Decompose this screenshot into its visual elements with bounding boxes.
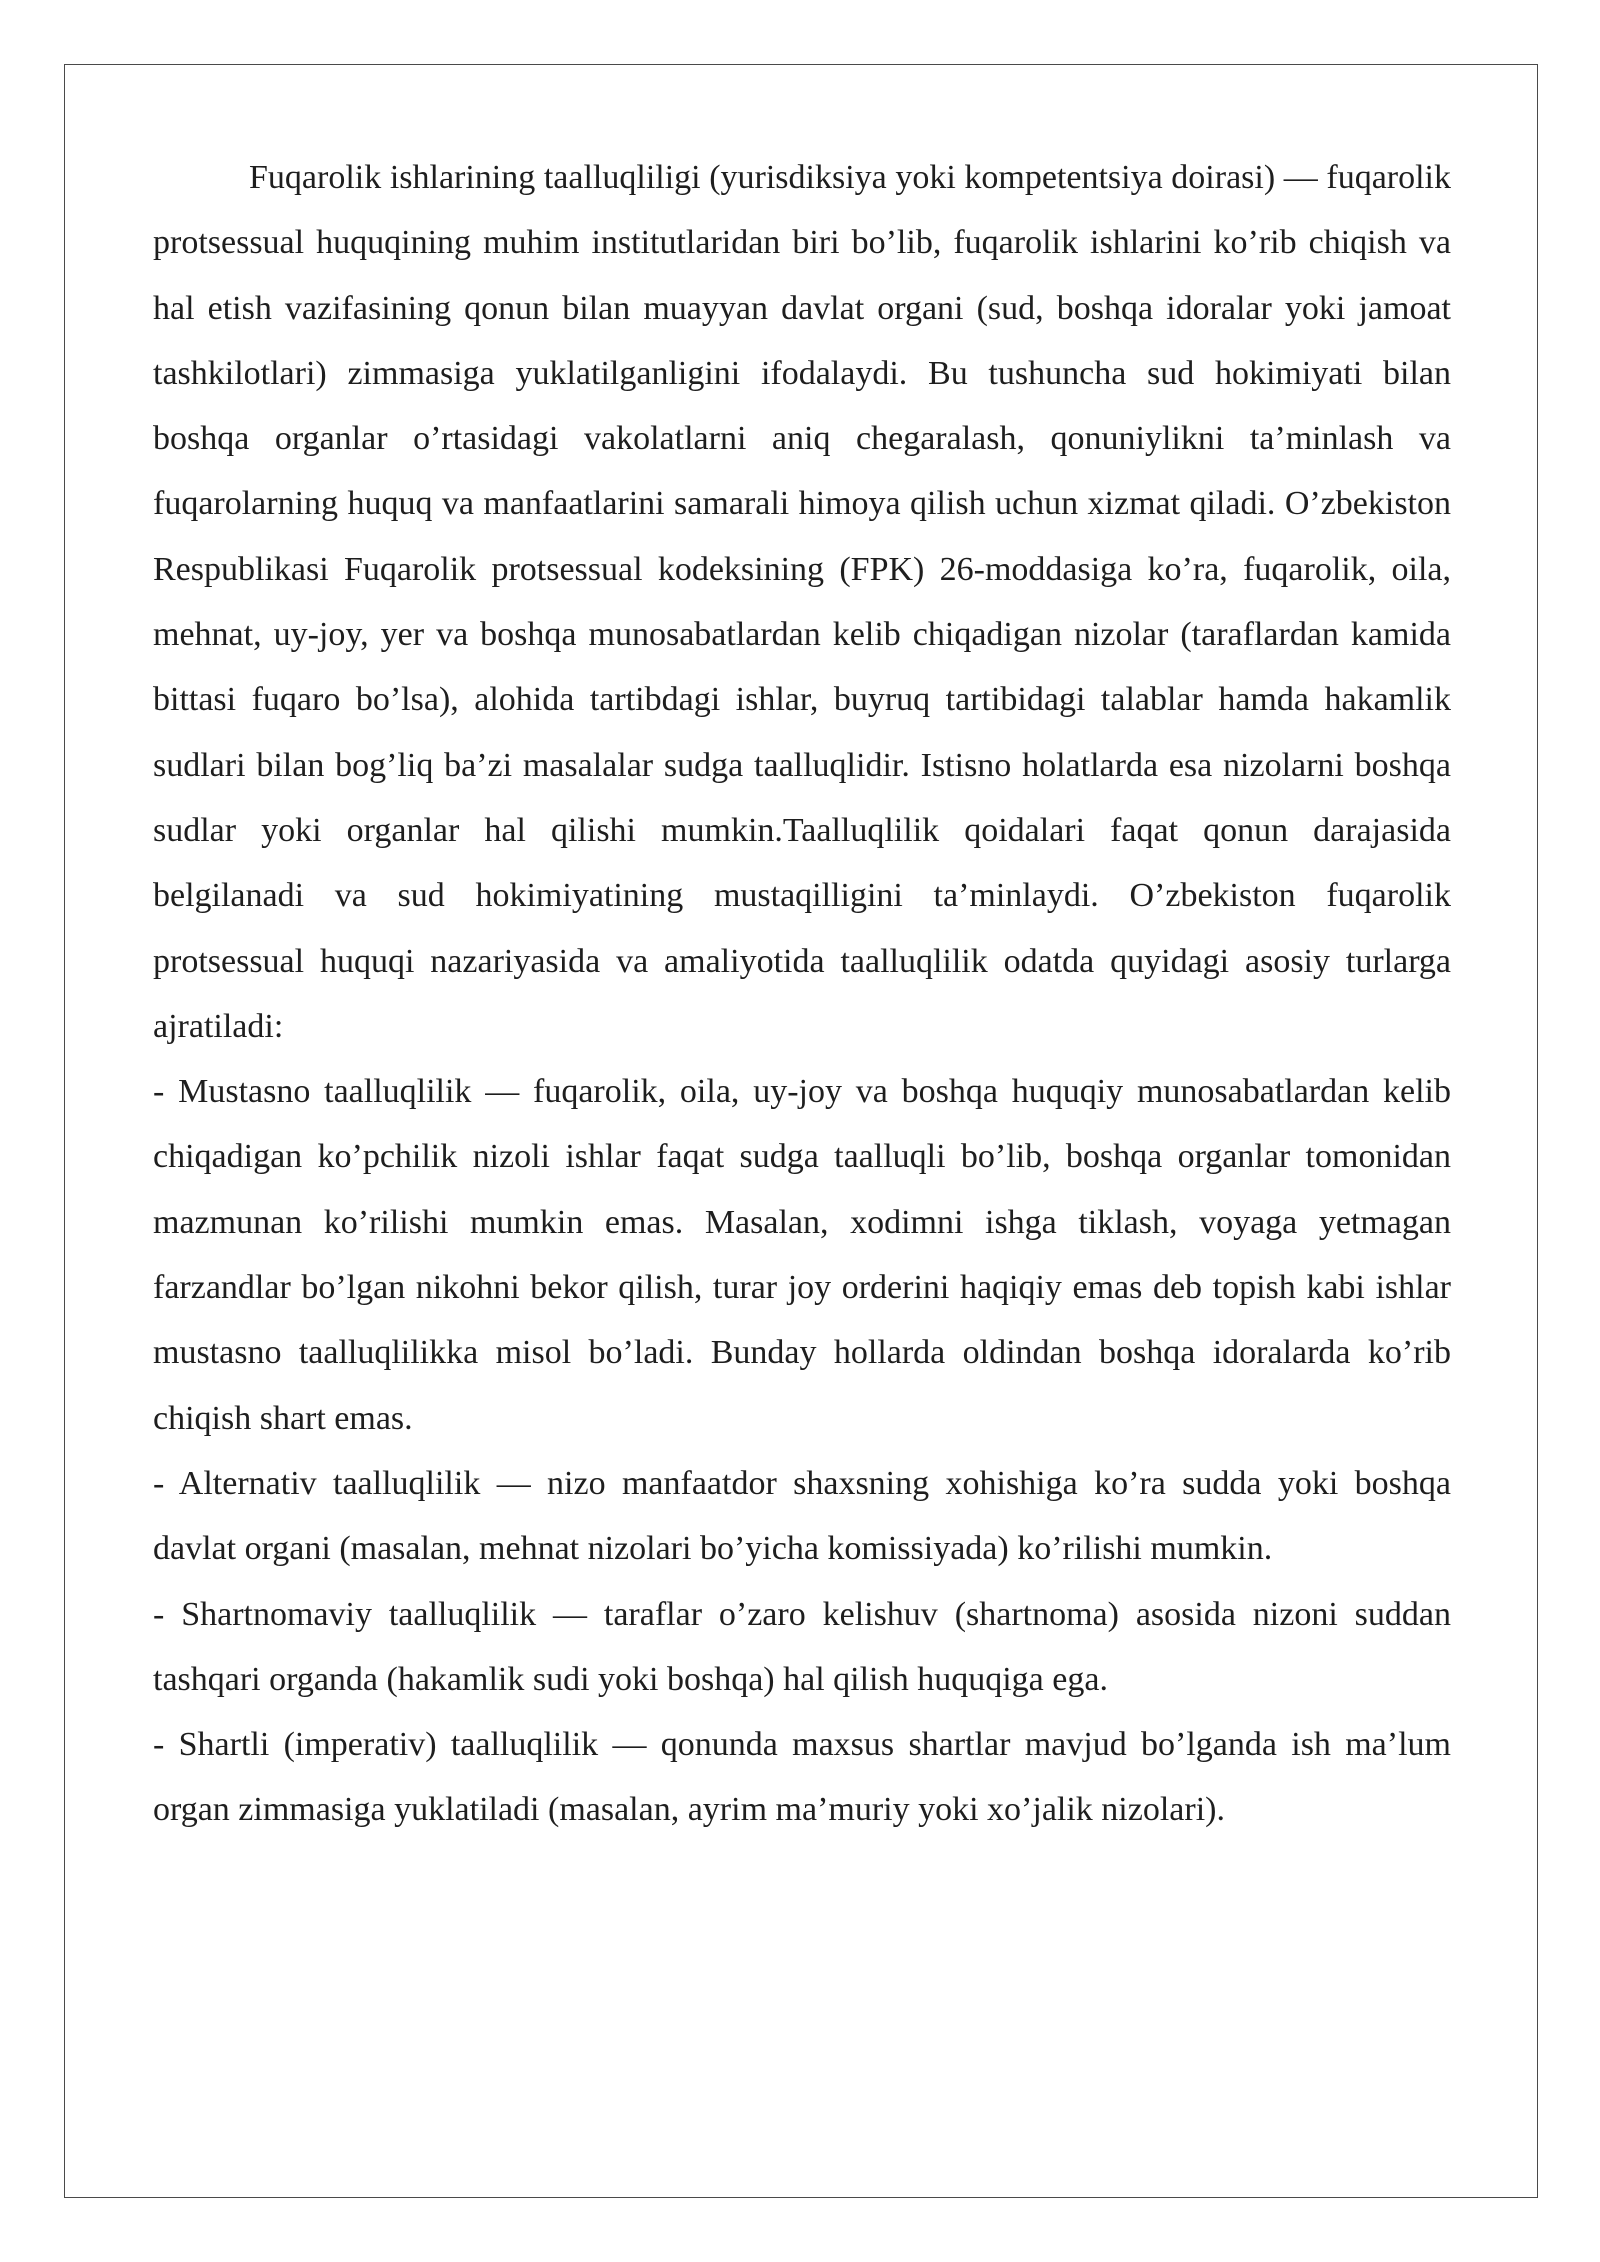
list-item-alternative-jurisdiction: - Alternativ taalluqlilik — nizo manfaatdor shaxsning xohishiga ko’ra sudda yoki boshqa davlat organi (masalan, mehnat nizolari bo’yicha komissiyada) ko’rilishi mumkin. [153,1464,1451,1568]
document-body [153,145,1451,1843]
list-item-contractual-jurisdiction: - Shartnomaviy taalluqlilik — taraflar o’zaro kelishuv (shartnoma) asosida nizoni suddan tashqari organda (hakamlik sudi yoki boshqa) hal qilish huquqiga ega. [153,1595,1451,1698]
paragraph-intro: Fuqarolik ishlarining taalluqliligi (yurisdiksiya yoki kompetentsiya doirasi) — fuqarolik protsessual huquqining muhim institutlaridan biri bo’lib, fuqarolik ishlarini ko’rib chiqish va hal etish vazifasining qonun bilan muayyan davlat organi (sud, boshqa idoralar yoki jamoat tashkilotlari) zimmasiga yuklatilganligini ifodalaydi. Bu tushuncha sud hokimiyati bilan boshqa organlar o’rtasidagi vakolatlarni aniq chegaralash, qonuniylikni ta’minlash va fuqarolarning huquq va manfaatlarini samarali himoya qilish uchun xizmat qiladi. O’zbekiston Respublikasi Fuqarolik protsessual kodeksining (FPK) 26-moddasiga ko’ra, fuqarolik, oila, mehnat, uy-joy, yer va boshqa munosabatlardan kelib chiqadigan nizolar (taraflardan kamida bittasi fuqaro bo’lsa), alohida tartibdagi ishlar, buyruq tartibidagi talablar hamda hakamlik sudlari bilan bog’liq ba’zi masalalar sudga taalluqlidir. Istisno holatlarda esa nizolarni boshqa sudlar yoki organlar hal qilishi mumkin.Taalluqlilik qoidalari faqat qonun darajasida belgilanadi va sud hokimiyatining mustaqilligini ta’minlaydi. O’zbekiston fuqarolik protsessual huquqi nazariyasida va amaliyotida taalluqlilik odatda quyidagi asosiy turlarga ajratiladi: [153,159,1451,1045]
list-item-exclusive-jurisdiction: - Mustasno taalluqlilik — fuqarolik, oila, uy-joy va boshqa huquqiy munosabatlardan kelib chiqadigan ko’pchilik nizoli ishlar faqat sudga taalluqli bo’lib, boshqa organlar tomonidan mazmunan ko’rilishi mumkin emas. Masalan, xodimni ishga tiklash, voyaga yetmagan farzandlar bo’lgan nikohni bekor qilish, turar joy orderini haqiqiy emas deb topish kabi ishlar mustasno taalluqlilikka misol bo’ladi. Bunday hollarda oldindan boshqa idoralarda ko’rib chiqish shart emas. [153,1073,1451,1437]
list-item-conditional-jurisdiction: - Shartli (imperativ) taalluqlilik — qonunda maxsus shartlar mavjud bo’lganda ish ma’lum organ zimmasiga yuklatiladi (masalan, ayrim ma’muriy yoki xo’jalik nizolari). [153,1726,1451,1829]
